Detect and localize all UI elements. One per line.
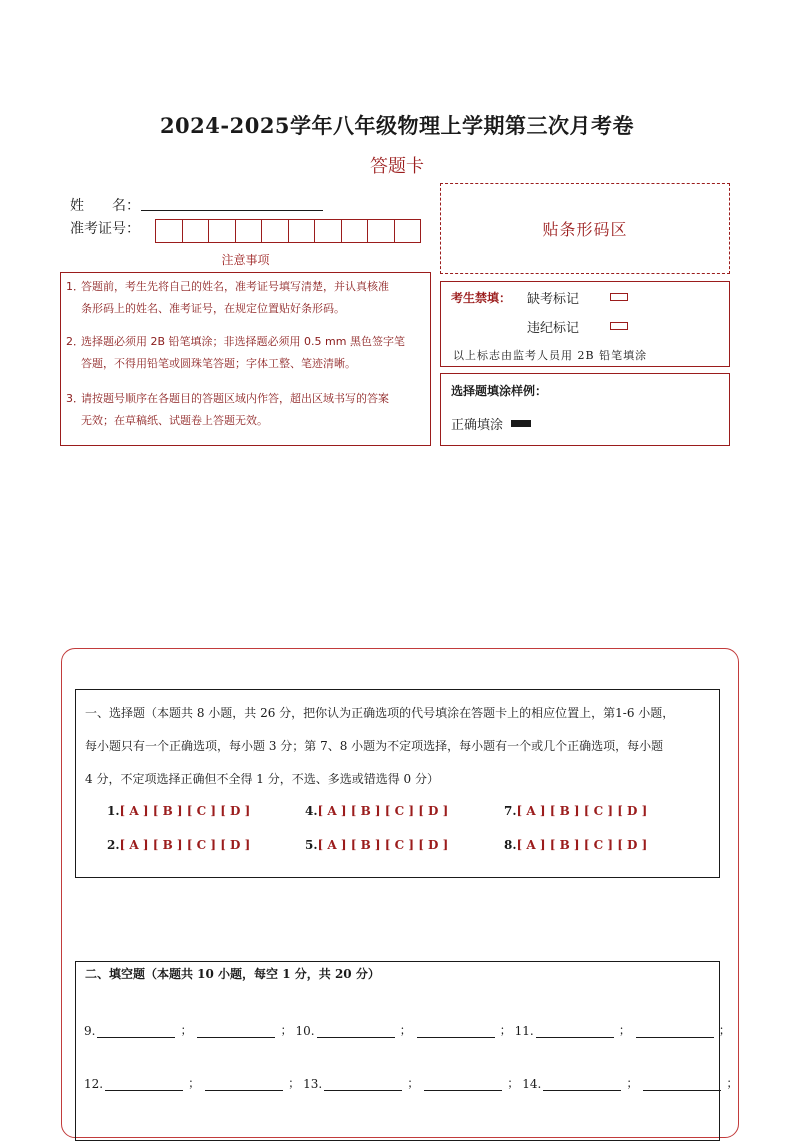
answer-blank[interactable] xyxy=(205,1078,283,1091)
separator: ； xyxy=(188,1076,201,1090)
separator: ； xyxy=(618,1023,631,1037)
question-number: 12. xyxy=(84,1077,104,1091)
separator: ； xyxy=(288,1076,301,1090)
id-digit-box[interactable] xyxy=(262,220,289,242)
answer-blank[interactable] xyxy=(643,1078,721,1091)
separator: ； xyxy=(499,1023,512,1037)
question-number: 4. xyxy=(305,804,318,818)
choice-options[interactable]: [ A ] [ B ] [ C ] [ D ] xyxy=(119,804,251,818)
page-subtitle: 答题卡 xyxy=(370,156,424,177)
choice-instructions-line: 4 分，不定项选择正确但不全得 1 分，不选、多选或错选得 0 分） xyxy=(85,772,439,786)
id-digit-box[interactable] xyxy=(395,220,421,242)
notice-item xyxy=(66,276,426,320)
barcode-label: 贴条形码区 xyxy=(542,220,628,239)
choice-instructions-line: 每小题只有一个正确选项，每小题 3 分；第 7、8 小题为不定项选择，每小题有一个或几个正确选项，每小题 xyxy=(85,739,664,753)
choice-options[interactable]: [ A ] [ B ] [ C ] [ D ] xyxy=(516,838,648,852)
question-number: 8. xyxy=(504,838,517,852)
name-label: 姓 名： xyxy=(70,198,140,214)
separator: ； xyxy=(407,1076,420,1090)
choice-options[interactable]: [ A ] [ B ] [ C ] [ D ] xyxy=(119,838,251,852)
absent-label: 缺考标记 xyxy=(527,292,580,307)
answer-blank[interactable] xyxy=(317,1025,395,1038)
id-label: 准考证号： xyxy=(70,221,140,237)
answer-blank[interactable] xyxy=(543,1078,621,1091)
page-title: 2024-2025学年八年级物理上学期第三次月考卷 xyxy=(159,113,635,138)
choice-options[interactable]: [ A ] [ B ] [ C ] [ D ] xyxy=(317,838,449,852)
answer-blank[interactable] xyxy=(197,1025,275,1038)
question-number: 9. xyxy=(84,1024,96,1038)
id-digit-box[interactable] xyxy=(315,220,342,242)
violation-mark-box[interactable] xyxy=(610,322,628,330)
question-number: 1. xyxy=(107,804,120,818)
notice-item xyxy=(66,388,426,432)
id-digit-box[interactable] xyxy=(183,220,210,242)
question-number: 2. xyxy=(107,838,120,852)
id-digit-box[interactable] xyxy=(209,220,236,242)
violation-label: 违纪标记 xyxy=(527,321,580,336)
notice-item-number: 2． xyxy=(66,335,84,348)
choice-options[interactable]: [ A ] [ B ] [ C ] [ D ] xyxy=(317,804,449,818)
choice-instructions-line: 一、选择题（本题共 8 小题，共 26 分，把你认为正确选项的代号填涂在答题卡上的相应位置上，第1-6 小题， xyxy=(85,706,675,720)
notice-item-text: 条形码上的姓名、准考证号，在规定位置贴好条形码。 xyxy=(81,302,345,315)
answer-blank[interactable] xyxy=(324,1078,402,1091)
answer-blank[interactable] xyxy=(636,1025,714,1038)
notice-item-number: 1． xyxy=(66,280,84,293)
id-digit-box[interactable] xyxy=(368,220,395,242)
id-number-boxes[interactable] xyxy=(155,219,421,243)
answer-blank[interactable] xyxy=(97,1025,175,1038)
notice-item-text: 答题前，考生先将自己的姓名，准考证号填写清楚，并认真核准 xyxy=(81,280,389,293)
notice-item-number: 3． xyxy=(66,392,84,405)
fill-blank-row xyxy=(84,1021,734,1038)
id-digit-box[interactable] xyxy=(236,220,263,242)
separator: ； xyxy=(626,1076,639,1090)
correct-fill-label: 正确填涂 xyxy=(451,418,504,433)
notice-item-text: 选择题必须用 2B 铅笔填涂；非选择题必须用 0.5 mm 黑色签字笔 xyxy=(81,335,405,348)
choice-q4[interactable] xyxy=(305,804,448,818)
separator: ； xyxy=(718,1023,731,1037)
notice-item-text: 无效；在草稿纸、试题卷上答题无效。 xyxy=(81,414,268,427)
question-number: 11. xyxy=(514,1024,534,1038)
barcode-area xyxy=(440,183,730,274)
notice-title: 注意事项 xyxy=(60,247,431,273)
choice-q2[interactable] xyxy=(107,838,250,852)
choice-options[interactable]: [ A ] [ B ] [ C ] [ D ] xyxy=(516,804,648,818)
question-number: 10. xyxy=(295,1024,315,1038)
question-number: 14. xyxy=(522,1077,542,1091)
question-number: 7. xyxy=(504,804,517,818)
id-digit-box[interactable] xyxy=(342,220,369,242)
choice-q5[interactable] xyxy=(305,838,448,852)
separator: ； xyxy=(399,1023,412,1037)
separator: ； xyxy=(280,1023,293,1037)
answer-blank[interactable] xyxy=(105,1078,183,1091)
choice-instructions xyxy=(85,697,715,796)
id-digit-box[interactable] xyxy=(289,220,316,242)
sample-title: 选择题填涂样例： xyxy=(451,384,548,398)
fill-blank-title: 二、填空题（本题共 10 小题，每空 1 分，共 20 分） xyxy=(85,967,380,981)
answer-blank[interactable] xyxy=(424,1078,502,1091)
separator: ； xyxy=(180,1023,193,1037)
choice-q8[interactable] xyxy=(504,838,647,852)
id-digit-box[interactable] xyxy=(156,220,183,242)
notice-item-text: 请按题号顺序在各题目的答题区域内作答，超出区域书写的答案 xyxy=(81,392,389,405)
fill-blank-row xyxy=(84,1074,741,1091)
choice-q1[interactable] xyxy=(107,804,250,818)
separator: ； xyxy=(726,1076,739,1090)
absent-mark-box[interactable] xyxy=(610,293,628,301)
notice-item-text: 答题，不得用铅笔或圆珠笔答题；字体工整、笔迹清晰。 xyxy=(81,357,356,370)
name-field[interactable] xyxy=(141,210,323,211)
question-number: 5. xyxy=(305,838,318,852)
answer-blank[interactable] xyxy=(536,1025,614,1038)
separator: ； xyxy=(507,1076,520,1090)
choice-q7[interactable] xyxy=(504,804,647,818)
question-number: 13. xyxy=(303,1077,323,1091)
filled-sample-mark xyxy=(511,420,531,427)
notice-item xyxy=(66,331,426,375)
ban-note: 以上标志由监考人员用 2B 铅笔填涂 xyxy=(453,349,648,362)
answer-blank[interactable] xyxy=(417,1025,495,1038)
fill-blank-section xyxy=(75,961,720,1141)
ban-label: 考生禁填： xyxy=(451,291,512,305)
